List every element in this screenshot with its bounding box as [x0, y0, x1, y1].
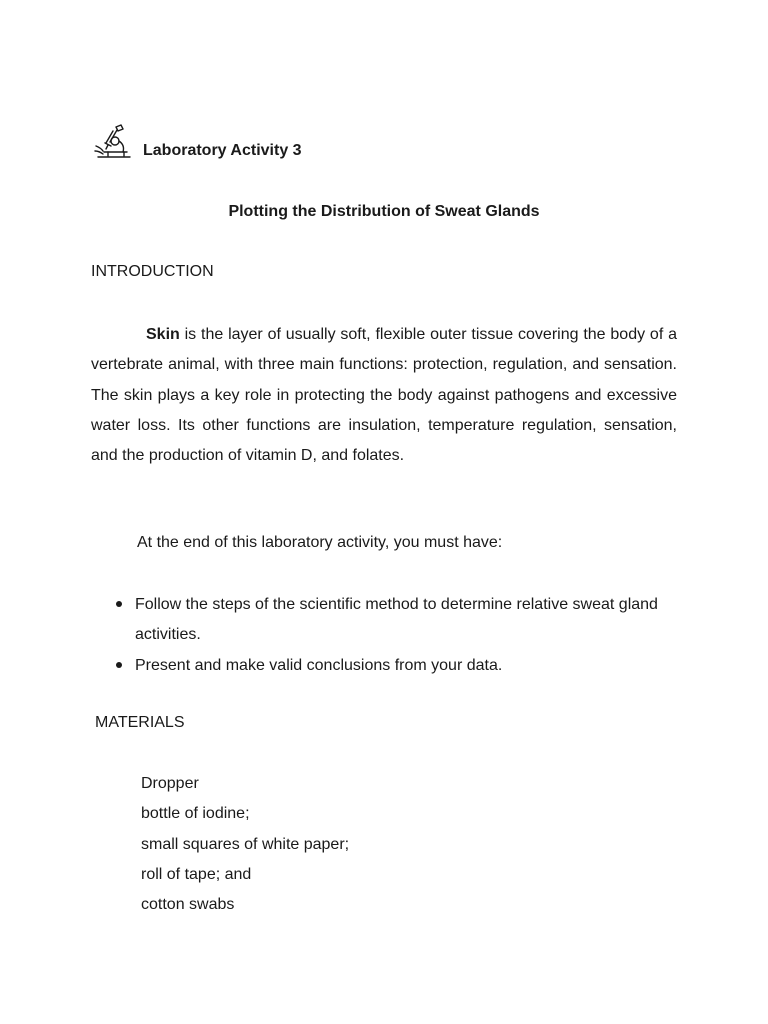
microscope-icon [94, 124, 132, 160]
objectives-lead: At the end of this laboratory activity, you must have: [137, 534, 503, 551]
objective-text: Follow the steps of the scientific method to determine relative sweat gland activities. [135, 596, 658, 644]
introduction-text: is the layer of usually soft, flexible outer tissue covering the body of a vertebrate animal, with three main functions: protection, regulation, and sensation. The skin plays a key role in protecting the body against pathogens and excessive water loss. Its other functions are insulation, temperature regulation, sensation, and the production of vitamin D, and folates. [91, 326, 677, 465]
material-item: small squares of white paper; [141, 835, 350, 853]
materials-list [141, 769, 349, 920]
activity-title: Laboratory Activity 3 [143, 142, 302, 159]
objective-item [135, 651, 695, 681]
skin-term: Skin [146, 326, 180, 343]
bullet-icon [116, 601, 122, 607]
material-item: roll of tape; and [141, 865, 252, 883]
objective-text: Present and make valid conclusions from your data. [135, 656, 503, 674]
material-item: Dropper [141, 775, 199, 792]
objectives-list [135, 590, 695, 681]
material-item: cotton swabs [141, 896, 235, 914]
introduction-paragraph [91, 320, 677, 471]
material-item: bottle of iodine; [141, 805, 250, 823]
objective-item [135, 590, 695, 651]
activity-subtitle: Plotting the Distribution of Sweat Glands [228, 203, 540, 220]
introduction-heading: INTRODUCTION [91, 263, 214, 280]
materials-heading: MATERIALS [95, 714, 185, 731]
bullet-icon [116, 662, 122, 668]
